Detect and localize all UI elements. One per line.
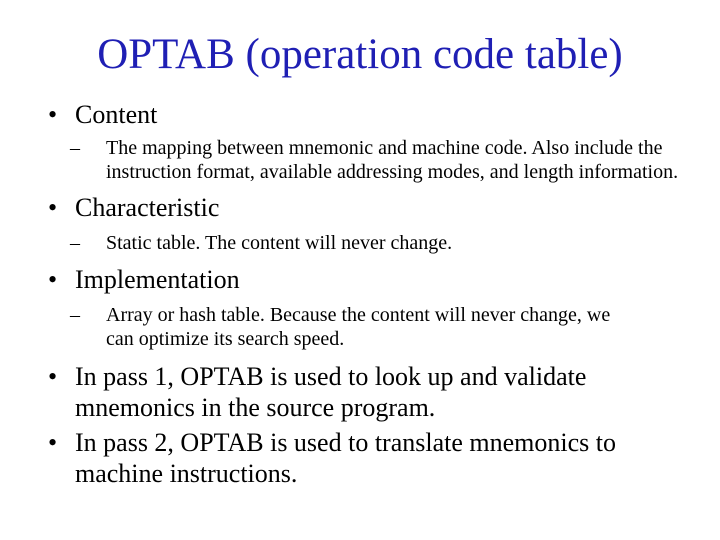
- bullet-characteristic: [48, 192, 708, 223]
- bullet-pass-2: [48, 427, 700, 489]
- sub-bullet-static-table: [48, 231, 708, 255]
- sub-bullet-text: The mapping between mnemonic and machine code. Also include the instruction format, available addressing modes, and length information.: [106, 137, 679, 183]
- bullet-implementation: [48, 264, 708, 295]
- bullet-content: [48, 99, 708, 130]
- bullet-text: In pass 1, OPTAB is used to look up and validate mnemonics in the source program.: [75, 362, 587, 422]
- bullet-text: In pass 2, OPTAB is used to translate mnemonics to machine instructions.: [75, 428, 616, 488]
- bullet-marker: •: [48, 428, 58, 457]
- sub-bullet-array-hash: [48, 303, 626, 351]
- dash-marker: –: [70, 232, 80, 254]
- bullet-marker: •: [48, 193, 58, 222]
- bullet-marker: •: [48, 265, 58, 294]
- bullet-marker: •: [48, 362, 58, 391]
- dash-marker: –: [70, 137, 80, 159]
- bullet-pass-1: [48, 361, 660, 423]
- slide-title: OPTAB (operation code table): [97, 31, 623, 78]
- sub-bullet-text: Static table. The content will never change.: [106, 232, 453, 254]
- bullet-marker: •: [48, 100, 58, 129]
- slide-content: [48, 99, 708, 489]
- bullet-text: Content: [75, 100, 158, 129]
- sub-bullet-text: Array or hash table. Because the content will never change, we can optimize its search speed.: [106, 304, 611, 350]
- bullet-text: Characteristic: [75, 193, 220, 222]
- bullet-text: Implementation: [75, 265, 240, 294]
- dash-marker: –: [70, 304, 80, 326]
- sub-bullet-content-mapping: [48, 136, 686, 184]
